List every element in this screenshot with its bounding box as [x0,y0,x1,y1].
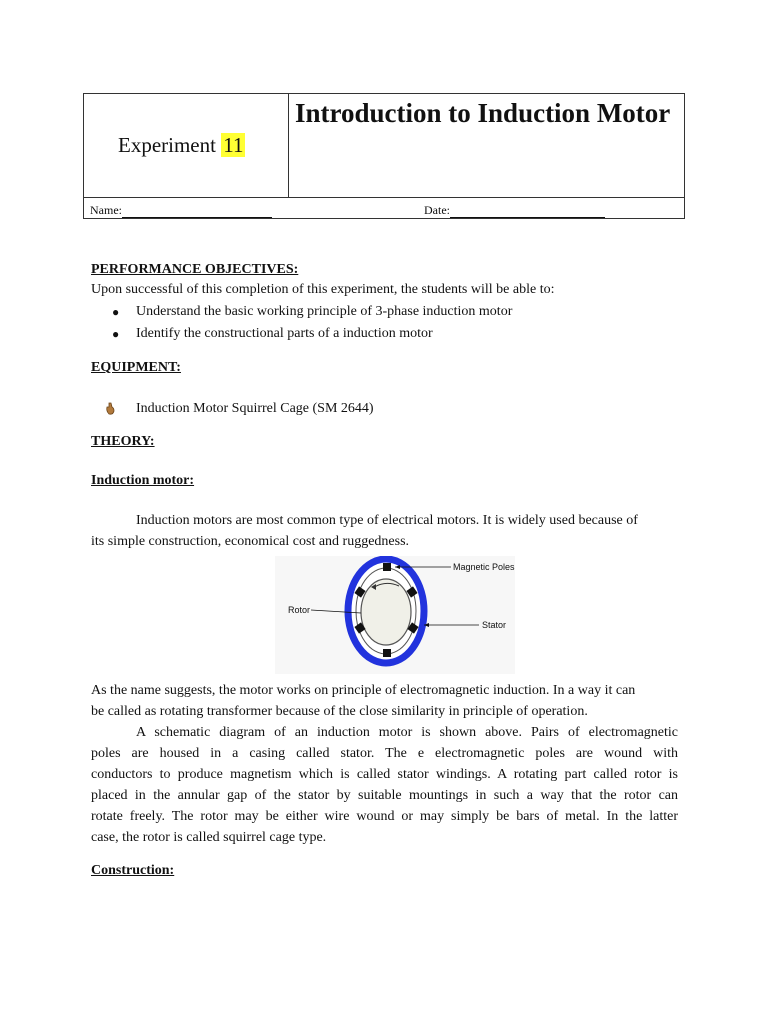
magnetic-pole [383,563,391,571]
label-magnetic-poles: Magnetic Poles [453,562,515,572]
text-line: rotate freely. The rotor may be either wire wound or may simply be bars of metal. In the latter [91,809,678,824]
text-line: its simple construction, economical cost and ruggedness. [91,534,410,549]
header-table [83,93,685,219]
date-field[interactable] [424,203,605,218]
experiment-label [118,133,245,158]
theory-paragraph-2 [91,680,678,722]
date-label: Date: [424,203,450,217]
objectives-intro: Upon successful of this completion of this experiment, the students will be able to: [91,282,555,297]
theory-subheading: Induction motor: [91,473,195,488]
bullet-icon: ● [112,327,120,341]
theory-intro-paragraph [91,510,678,552]
text-line: placed in the annular gap of the stator by suitable mountings in such a way that the rotor can [91,788,678,803]
experiment-number: 11 [223,133,244,157]
pointing-hand-bullet-icon [104,402,116,416]
objectives-heading: PERFORMANCE OBJECTIVES: [91,262,299,277]
objective-item-2: Identify the constructional parts of a induction motor [136,326,433,341]
label-stator: Stator [482,620,507,630]
name-label: Name: [90,203,122,217]
name-blank-line[interactable] [122,206,272,218]
page-title: Introduction to Induction Motor [295,98,671,128]
induction-motor-diagram [275,556,515,674]
text-line: As the name suggests, the motor works on principle of electromagnetic induction. In a way it can [91,683,636,698]
text-line: Induction motors are most common type of electrical motors. It is widely used because of [136,513,638,528]
name-field[interactable] [90,203,272,218]
text-line: A schematic diagram of an induction motor is shown above. Pairs of electromagnetic [136,725,678,740]
experiment-cell [84,94,289,197]
text-line: conductors to produce magnetism which is called stator windings. A rotating part called rotor is [91,767,678,782]
theory-heading: THEORY: [91,434,155,449]
magnetic-pole [383,649,391,657]
date-blank-line[interactable] [450,206,605,218]
experiment-label-text: Experiment [118,133,216,157]
text-line: poles are housed in a casing called stator. The e electromagnetic poles are wound with [91,746,678,761]
equipment-item-1: Induction Motor Squirrel Cage (SM 2644) [136,401,374,416]
objective-item-1: Understand the basic working principle of 3-phase induction motor [136,304,513,319]
label-rotor: Rotor [288,605,311,615]
bullet-icon: ● [112,305,120,319]
theory-paragraph-3 [91,722,678,848]
text-line: case, the rotor is called squirrel cage type. [91,830,327,845]
equipment-heading: EQUIPMENT: [91,360,181,375]
rotor-shape [361,579,411,645]
name-date-row [84,197,684,218]
title-cell [289,94,684,197]
text-line: be called as rotating transformer because of the close similarity in principle of operation. [91,704,588,719]
construction-heading: Construction: [91,863,175,878]
